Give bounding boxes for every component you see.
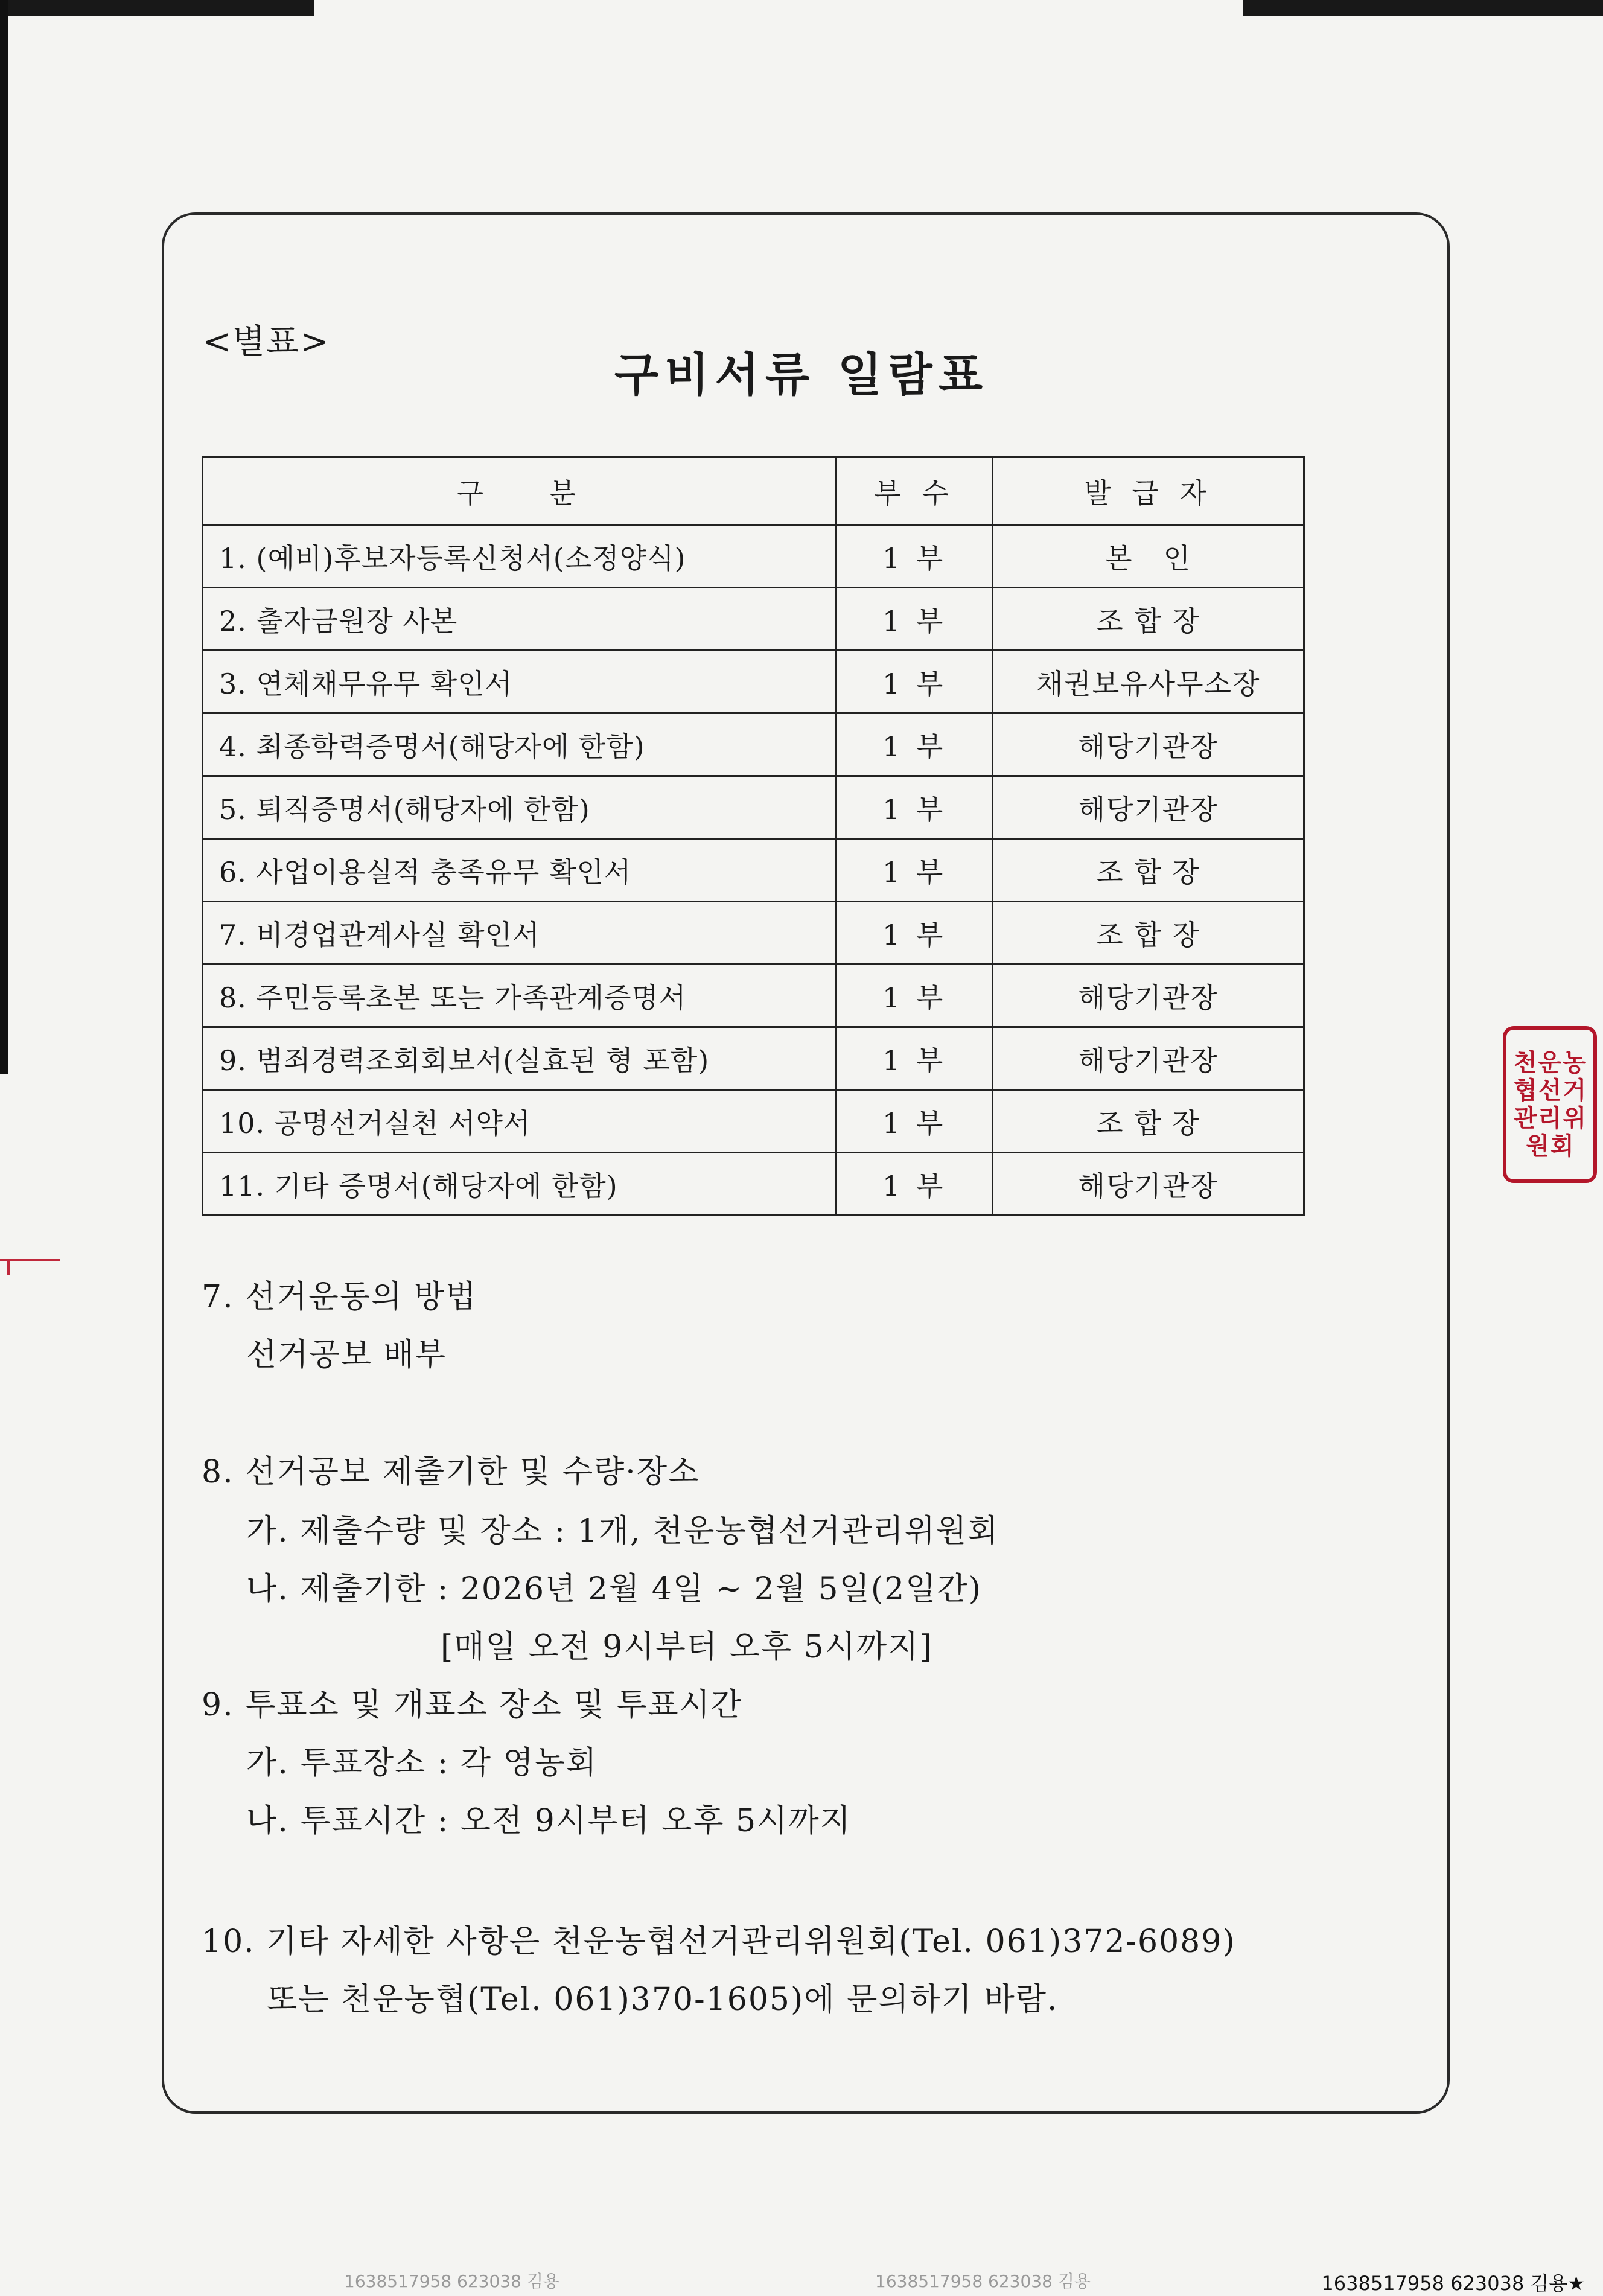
table-row bbox=[203, 902, 1304, 965]
table-row bbox=[203, 1027, 1304, 1090]
issuer-cell: 해당기관장 bbox=[993, 965, 1304, 1027]
copies-cell: 1 부 bbox=[836, 525, 992, 588]
footer-document-id: 1638517958 623038 김용★ bbox=[1321, 2272, 1585, 2295]
document-name-cell: 3. 연체채무유무 확인서 bbox=[203, 651, 837, 713]
document-name-cell: 2. 출자금원장 사본 bbox=[203, 588, 837, 651]
copies-cell: 1 부 bbox=[836, 965, 992, 1027]
issuer-cell: 본 인 bbox=[993, 525, 1304, 588]
issuer-cell: 채권보유사무소장 bbox=[993, 651, 1304, 713]
document-name-cell: 6. 사업이용실적 충족유무 확인서 bbox=[203, 839, 837, 902]
section-8-item-a: 가. 제출수량 및 장소 : 1개, 천운농협선거관리위원회 bbox=[246, 1513, 999, 1549]
issuer-cell: 해당기관장 bbox=[993, 1153, 1304, 1216]
issuer-cell: 조 합 장 bbox=[993, 839, 1304, 902]
section-9-item-a: 가. 투표장소 : 각 영농회 bbox=[246, 1745, 598, 1781]
section-10-line-2: 또는 천운농협(Tel. 061)370-1605)에 문의하기 바람. bbox=[267, 1982, 1059, 2018]
document-name-cell: 10. 공명선거실천 서약서 bbox=[203, 1090, 837, 1153]
issuer-cell: 해당기관장 bbox=[993, 1027, 1304, 1090]
issuer-cell: 조 합 장 bbox=[993, 902, 1304, 965]
copies-cell: 1 부 bbox=[836, 839, 992, 902]
issuer-cell: 조 합 장 bbox=[993, 1090, 1304, 1153]
section-8-item-b: 나. 제출기한 : 2026년 2월 4일 ~ 2월 5일(2일간) bbox=[246, 1571, 982, 1607]
section-8-item-b-note: [매일 오전 9시부터 오후 5시까지] bbox=[441, 1629, 933, 1665]
document-title: 구비서류 일람표 bbox=[614, 348, 989, 401]
document-name-cell: 7. 비경업관계사실 확인서 bbox=[203, 902, 837, 965]
header-issuer: 발 급 자 bbox=[993, 458, 1304, 525]
annex-label: <별표> bbox=[203, 322, 330, 362]
section-9-item-b: 나. 투표시간 : 오전 9시부터 오후 5시까지 bbox=[246, 1803, 852, 1839]
footer-faint-id-mid: 1638517958 623038 김용 bbox=[875, 2271, 1091, 2291]
table-row bbox=[203, 1090, 1304, 1153]
document-name-cell: 4. 최종학력증명서(해당자에 한함) bbox=[203, 713, 837, 776]
copies-cell: 1 부 bbox=[836, 1027, 992, 1090]
issuer-cell: 해당기관장 bbox=[993, 776, 1304, 839]
document-name-cell: 8. 주민등록초본 또는 가족관계증명서 bbox=[203, 965, 837, 1027]
official-seal: 천 운 농 협 선 거 관 리 위 원 회 bbox=[1503, 1026, 1597, 1183]
copies-cell: 1 부 bbox=[836, 1090, 992, 1153]
section-9-heading: 9. 투표소 및 개표소 장소 및 투표시간 bbox=[202, 1687, 743, 1723]
table-header-row bbox=[203, 458, 1304, 525]
section-10-line-1: 10. 기타 자세한 사항은 천운농협선거관리위원회(Tel. 061)372-6089) bbox=[202, 1924, 1236, 1960]
copies-cell: 1 부 bbox=[836, 651, 992, 713]
copies-cell: 1 부 bbox=[836, 776, 992, 839]
document-name-cell: 1. (예비)후보자등록신청서(소정양식) bbox=[203, 525, 837, 588]
table-row bbox=[203, 525, 1304, 588]
section-8-heading: 8. 선거공보 제출기한 및 수량·장소 bbox=[202, 1454, 700, 1490]
section-7-heading: 7. 선거운동의 방법 bbox=[202, 1279, 477, 1315]
scan-top-gap bbox=[314, 0, 1243, 16]
table-row bbox=[203, 776, 1304, 839]
issuer-cell: 조 합 장 bbox=[993, 588, 1304, 651]
scan-left-edge bbox=[0, 0, 8, 1074]
table-row bbox=[203, 839, 1304, 902]
issuer-cell: 해당기관장 bbox=[993, 713, 1304, 776]
table-row bbox=[203, 1153, 1304, 1216]
header-category: 구 분 bbox=[203, 458, 837, 525]
copies-cell: 1 부 bbox=[836, 588, 992, 651]
document-name-cell: 11. 기타 증명서(해당자에 한함) bbox=[203, 1153, 837, 1216]
red-margin-tick bbox=[7, 1259, 10, 1275]
table-row bbox=[203, 713, 1304, 776]
section-7-body: 선거공보 배부 bbox=[246, 1337, 447, 1373]
footer-faint-id-left: 1638517958 623038 김용 bbox=[344, 2271, 559, 2291]
header-copies: 부 수 bbox=[836, 458, 992, 525]
copies-cell: 1 부 bbox=[836, 902, 992, 965]
table-row bbox=[203, 965, 1304, 1027]
document-name-cell: 5. 퇴직증명서(해당자에 한함) bbox=[203, 776, 837, 839]
required-documents-table bbox=[202, 456, 1305, 1216]
copies-cell: 1 부 bbox=[836, 713, 992, 776]
document-name-cell: 9. 범죄경력조회회보서(실효된 형 포함) bbox=[203, 1027, 837, 1090]
copies-cell: 1 부 bbox=[836, 1153, 992, 1216]
table-row bbox=[203, 588, 1304, 651]
table-row bbox=[203, 651, 1304, 713]
